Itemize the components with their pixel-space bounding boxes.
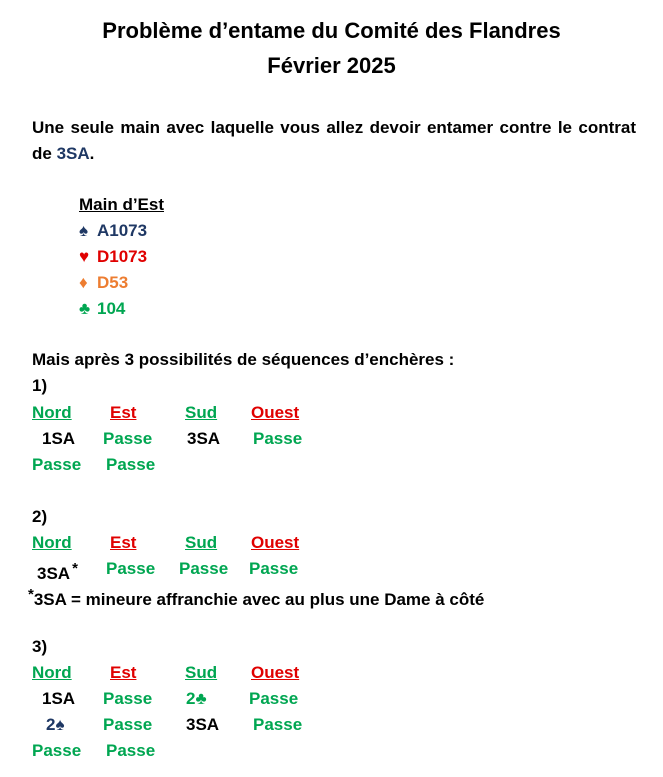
- diamonds-cards: D53: [97, 273, 129, 292]
- bid-sud: [186, 686, 207, 712]
- bid-nord: [46, 712, 65, 738]
- bid-nord: 1SA: [42, 429, 76, 448]
- intro-contract: 3SA: [56, 144, 90, 163]
- note-text: 3SA = mineure affranchie avec au plus une Dame à côté: [33, 590, 485, 609]
- east-hand-title: Main d’Est: [79, 195, 165, 214]
- club-icon: ♣: [79, 299, 91, 318]
- header-ouest: Ouest: [251, 533, 300, 552]
- header-nord: Nord: [32, 403, 72, 422]
- hearts-holding: [79, 244, 164, 270]
- diamonds-holding: [79, 270, 164, 296]
- spade-icon: ♠: [55, 715, 65, 734]
- bid-nord: Passe: [32, 741, 82, 760]
- sequence-3-row-2: [0, 712, 663, 738]
- sequence-2-row-1: [0, 556, 663, 582]
- bid-nord: 1SA: [42, 689, 76, 708]
- bid-ouest: Passe: [253, 715, 303, 734]
- spades-cards: A1073: [97, 221, 148, 240]
- bid-sud: Passe: [179, 559, 229, 578]
- asterisk-mark: *: [72, 560, 78, 577]
- clubs-holding: [79, 296, 164, 322]
- header-nord: Nord: [32, 663, 72, 682]
- bid-nord-value: 3SA: [37, 564, 71, 583]
- header-nord: Nord: [32, 533, 72, 552]
- intro-paragraph: [32, 115, 636, 167]
- bid-sud: 3SA: [186, 715, 220, 734]
- bid-est: Passe: [106, 455, 156, 474]
- heart-icon: ♥: [79, 247, 90, 266]
- sequence-2-header-row: [0, 530, 663, 556]
- header-est: Est: [110, 663, 137, 682]
- sequence-1-row-2: [0, 452, 663, 478]
- sequence-3-label: 3): [32, 637, 48, 656]
- hearts-cards: D1073: [97, 247, 148, 266]
- bid-est: Passe: [103, 689, 153, 708]
- bid-ouest: Passe: [253, 429, 303, 448]
- bid-est: Passe: [103, 715, 153, 734]
- header-est: Est: [110, 403, 137, 422]
- page-title: Problème d’entame du Comité des Flandres: [102, 18, 561, 43]
- intro-period: .: [89, 144, 95, 163]
- diamond-icon: ♦: [79, 273, 88, 292]
- club-icon: ♣: [195, 689, 207, 708]
- sequence-1-header-row: [0, 400, 663, 426]
- sequence-3-header-row: [0, 660, 663, 686]
- bid-sud: 3SA: [187, 429, 221, 448]
- sequence-2-label: 2): [32, 507, 48, 526]
- bid-ouest: Passe: [249, 689, 299, 708]
- header-sud: Sud: [185, 533, 218, 552]
- bid-sud-value: 2: [186, 689, 196, 708]
- header-est: Est: [110, 533, 137, 552]
- bid-nord-value: 2: [46, 715, 56, 734]
- sequences-intro: Mais après 3 possibilités de séquences d’enchères :: [32, 350, 455, 369]
- spades-holding: [79, 218, 164, 244]
- sequence-3-row-1: [0, 686, 663, 712]
- bid-nord: Passe: [32, 455, 82, 474]
- bid-est: Passe: [106, 741, 156, 760]
- header-ouest: Ouest: [251, 403, 300, 422]
- sequence-1-label: 1): [32, 376, 48, 395]
- intro-text: Une seule main avec laquelle vous allez devoir entamer contre le contrat de: [32, 118, 636, 163]
- bid-est: Passe: [103, 429, 153, 448]
- page-subtitle-date: Février 2025: [267, 53, 396, 78]
- east-hand: [79, 192, 164, 322]
- clubs-cards: 104: [97, 299, 126, 318]
- spade-icon: ♠: [79, 221, 89, 240]
- note-asterisk: *: [28, 586, 34, 603]
- sequence-1-row-1: [0, 426, 663, 452]
- sequence-3-row-3: [0, 738, 663, 764]
- header-sud: Sud: [185, 663, 218, 682]
- bid-ouest: Passe: [249, 559, 299, 578]
- bid-est: Passe: [106, 559, 156, 578]
- sequence-2-note: [28, 582, 484, 613]
- header-ouest: Ouest: [251, 663, 300, 682]
- header-sud: Sud: [185, 403, 218, 422]
